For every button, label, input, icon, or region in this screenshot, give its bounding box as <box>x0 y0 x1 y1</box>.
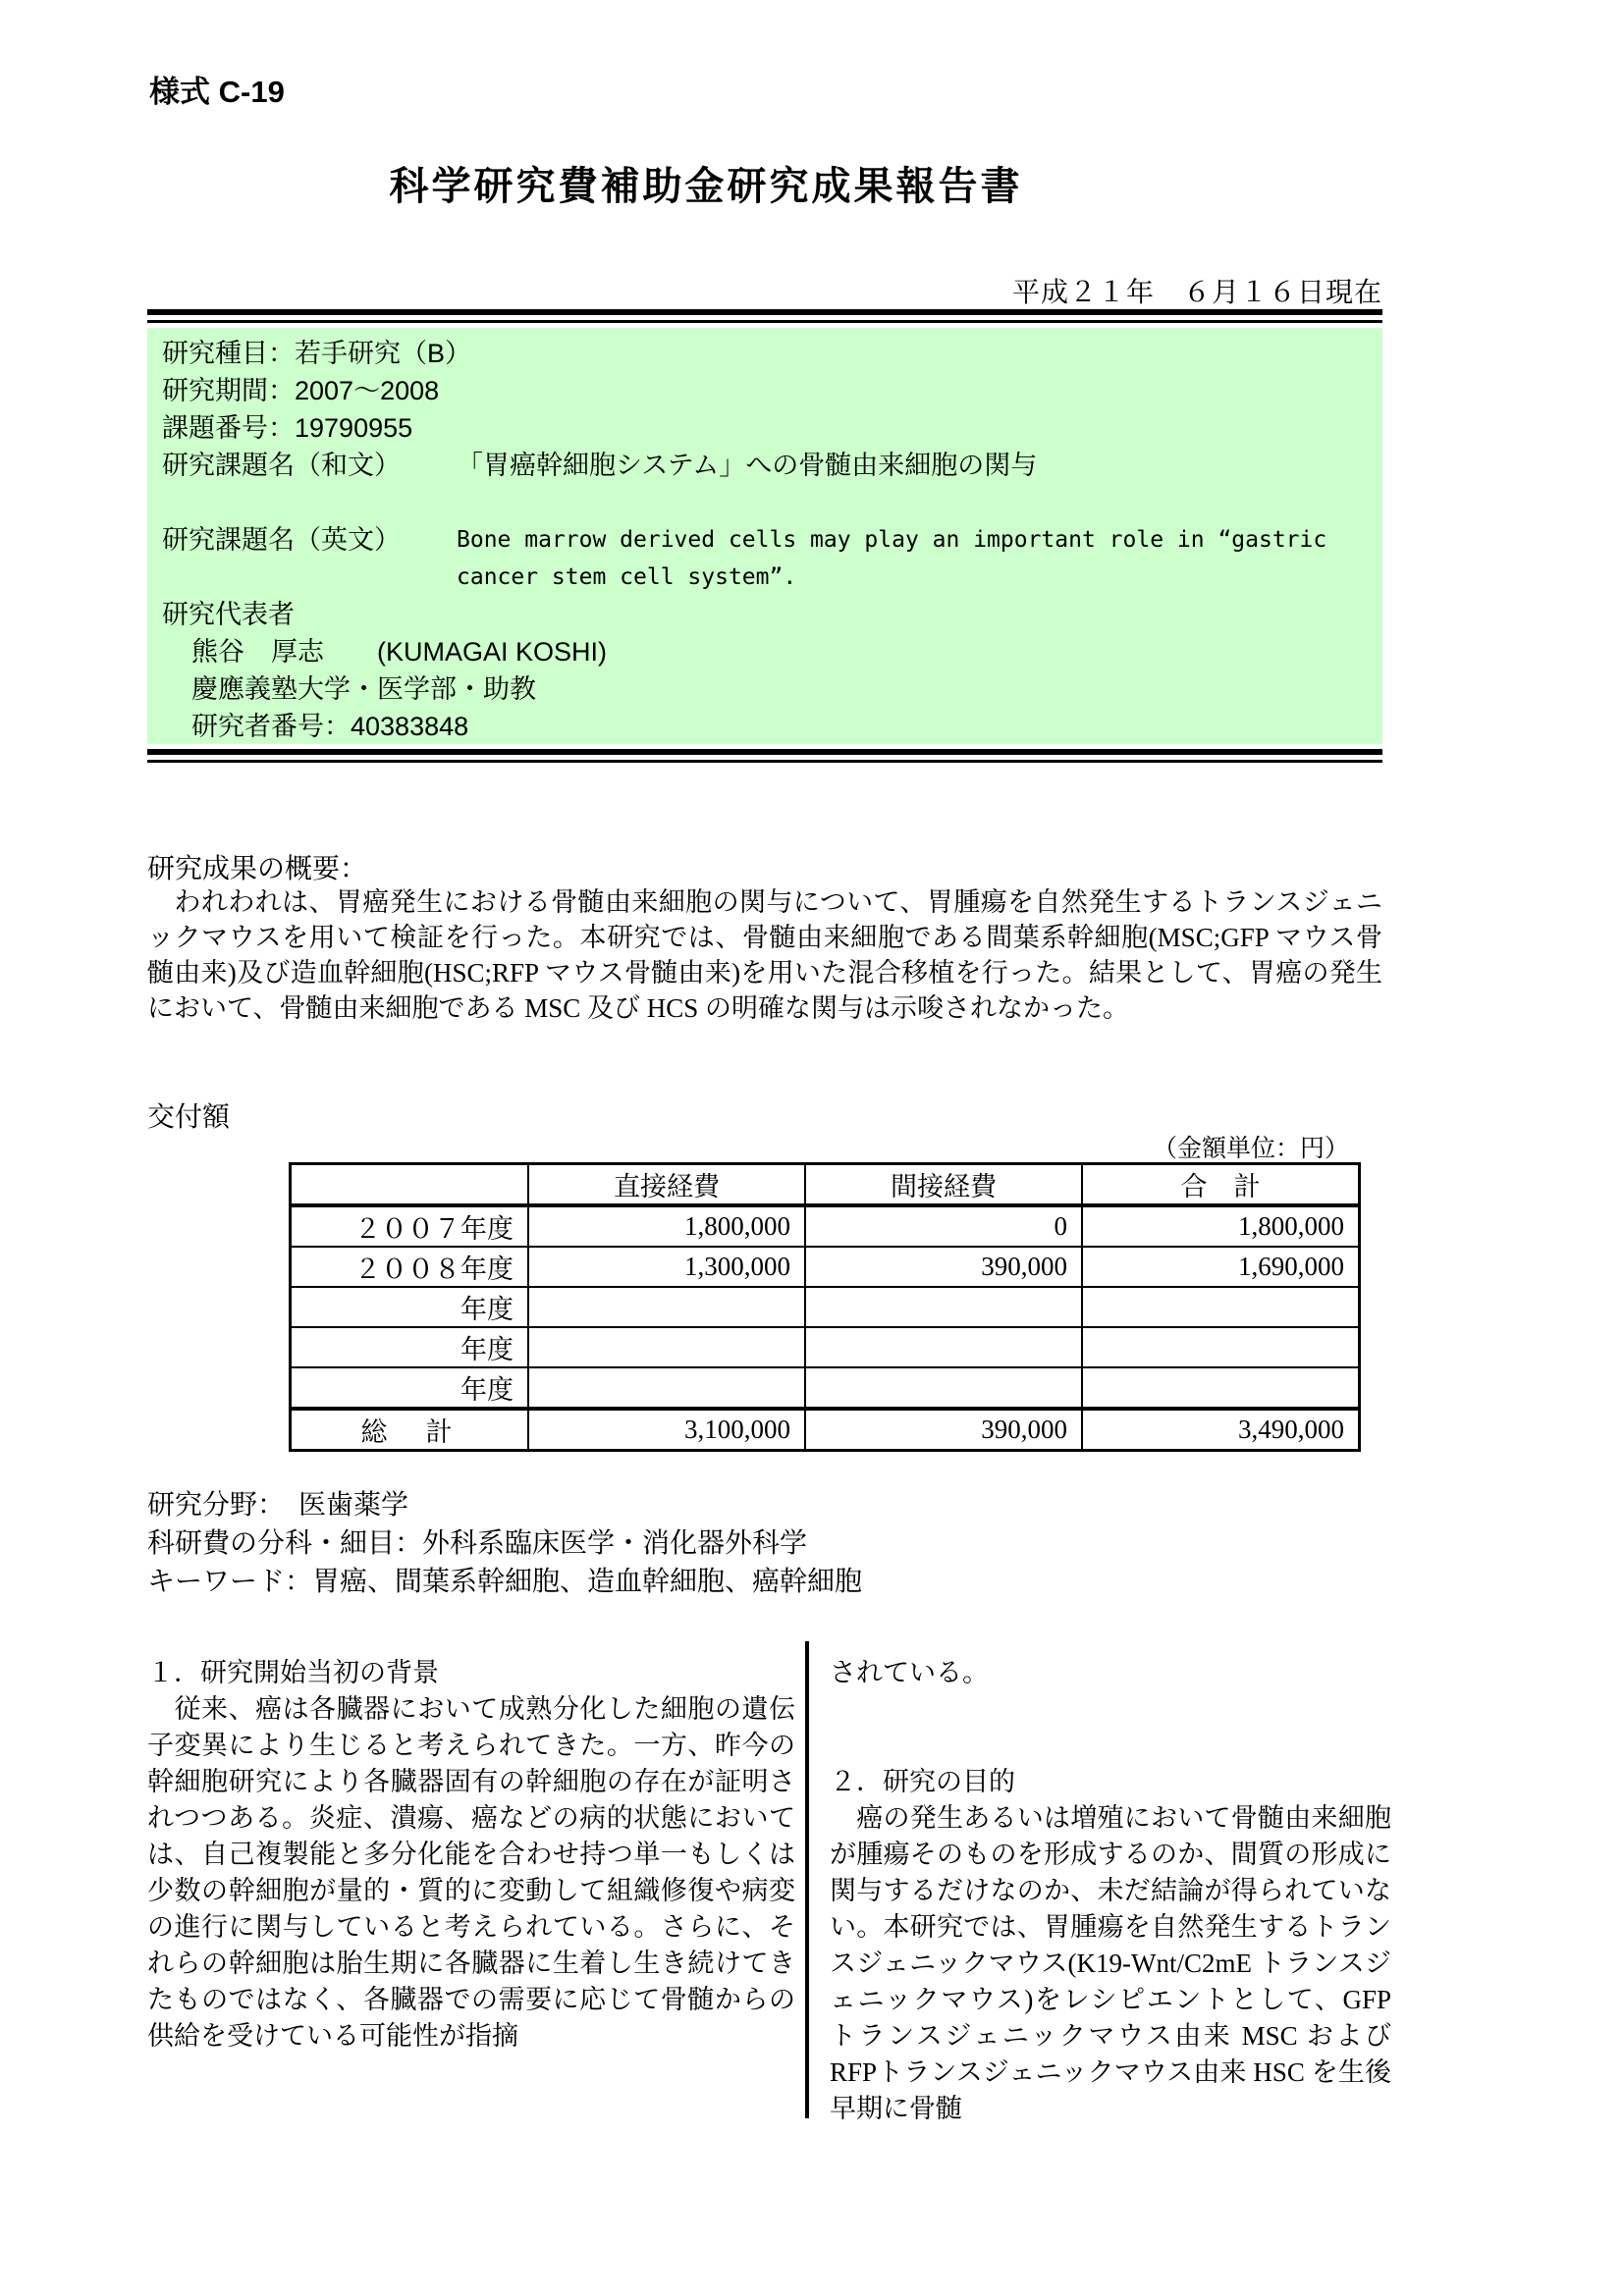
left-column <box>147 1655 795 2055</box>
table-total-row <box>291 1409 1360 1451</box>
grant-unit-note: （金額単位：円） <box>1152 1136 1349 1162</box>
project-number-value: 19790955 <box>295 413 413 443</box>
section1-continuation: されている。 <box>830 1658 989 1687</box>
direct-cell: 1,800,000 <box>528 1205 805 1247</box>
research-period-row <box>162 372 1368 409</box>
separator-double-line-bottom <box>147 749 1382 763</box>
indirect-cell: 0 <box>805 1205 1082 1247</box>
section1-body: 従来、癌は各臓器において成熟分化した細胞の遺伝子変異により生じると考えられてきた。一方、昨今の幹細胞研究により各臓器固有の幹細胞の存在が証明されつつある。炎症、潰瘍、癌などの病的状態においては、自己複製能と多分化能を合わせ持つ単一もしくは少数の幹細胞が量的・質的に変動して組織修復や病変の進行に関与していると考えられている。さらに、それらの幹細胞は胎生期に各臓器に生着し生き続けてきたものではなく、各臓器での需要に応じて骨髄からの供給を受けている可能性が指摘 <box>147 1694 795 2051</box>
date-note: 平成２１年 ６月１６日現在 <box>1011 278 1382 308</box>
total-cell: 1,800,000 <box>1082 1205 1360 1247</box>
pi-name: 熊谷 厚志 (KUMAGAI KOSHI) <box>191 637 608 667</box>
grant-amount-heading: 交付額 <box>147 1102 231 1133</box>
research-category-label: 研究種目： <box>162 339 295 368</box>
section1-heading: １．研究開始当初の背景 <box>147 1658 439 1687</box>
year-cell: 年度 <box>291 1287 529 1327</box>
table-row <box>291 1287 1360 1327</box>
column-header-total: 合 計 <box>1082 1164 1360 1206</box>
research-period-label: 研究期間： <box>162 376 295 405</box>
section2-body: 癌の発生あるいは増殖において骨髄由来細胞が腫瘍そのものを形成するのか、間質の形成に関与するだけなのか、未だ結論が得られていない。本研究では、胃腫瘍を自然発生するトランスジェニックマウス(K19-Wnt/C2mE トランスジェニックマウス)をレシピエントとして、GFP トランスジェニックマウス由来 MSC および RFPトランスジェニックマウス由来 HSC を生後早期に骨髄 <box>830 1803 1391 2123</box>
title-ja-label: 研究課題名（和文） <box>162 451 401 480</box>
indirect-cell: 390,000 <box>805 1409 1082 1451</box>
pi-heading: 研究代表者 <box>162 600 295 629</box>
total-cell <box>1082 1367 1360 1409</box>
direct-cell: 3,100,000 <box>528 1409 805 1451</box>
year-cell: 年度 <box>291 1327 529 1367</box>
indirect-cell <box>805 1367 1082 1409</box>
indirect-cell <box>805 1287 1082 1327</box>
total-label-cell: 総 計 <box>291 1409 529 1451</box>
summary-heading: 研究成果の概要： <box>147 854 368 884</box>
right-column <box>830 1655 1391 2127</box>
corner-cell <box>291 1164 529 1206</box>
table-row <box>291 1205 1360 1247</box>
column-header-indirect: 間接経費 <box>805 1164 1082 1206</box>
indirect-cell: 390,000 <box>805 1247 1082 1287</box>
column-header-direct: 直接経費 <box>528 1164 805 1206</box>
form-code: 様式 C-19 <box>149 75 285 109</box>
project-number-row <box>162 409 1368 447</box>
grant-amount-table <box>289 1162 1361 1452</box>
table-header-row <box>291 1164 1360 1206</box>
year-cell: 年度 <box>291 1367 529 1409</box>
total-cell <box>1082 1327 1360 1367</box>
separator-double-line-top <box>147 309 1382 323</box>
column-divider <box>805 1641 809 2118</box>
direct-cell <box>528 1327 805 1367</box>
total-cell <box>1082 1287 1360 1327</box>
section2-heading: ２．研究の目的 <box>830 1767 1015 1796</box>
title-ja-row <box>162 447 1368 484</box>
table-row <box>291 1247 1360 1287</box>
direct-cell <box>528 1287 805 1327</box>
year-cell: ２００８年度 <box>291 1247 529 1287</box>
title-en-row <box>162 521 1368 596</box>
indirect-cell <box>805 1327 1082 1367</box>
title-en-label: 研究課題名（英文） <box>162 525 401 555</box>
table-row <box>291 1367 1360 1409</box>
research-category-value: 若手研究（B） <box>295 339 472 368</box>
category-detail-line: 科研費の分科・細目：外科系臨床医学・消化器外科学 <box>147 1528 808 1559</box>
document-title: 科学研究費補助金研究成果報告書 <box>389 165 1023 208</box>
total-cell: 3,490,000 <box>1082 1409 1360 1451</box>
keywords-line: キーワード：胃癌、間葉系幹細胞、造血幹細胞、癌幹細胞 <box>147 1567 863 1597</box>
blank-line <box>162 484 1368 521</box>
title-en-value: Bone marrow derived cells may play an important role in “gastric cancer stem cell system”. <box>457 527 1327 590</box>
research-category-row <box>162 335 1368 372</box>
pi-affiliation: 慶應義塾大学・医学部・助教 <box>191 674 536 704</box>
year-cell: ２００７年度 <box>291 1205 529 1247</box>
title-ja-value: 「胃癌幹細胞システム」への骨髄由来細胞の関与 <box>457 451 1038 480</box>
research-info-box <box>147 328 1382 744</box>
research-fields-block <box>147 1486 862 1601</box>
pi-number: 研究者番号：40383848 <box>191 712 469 741</box>
table-row <box>291 1327 1360 1367</box>
direct-cell <box>528 1367 805 1409</box>
research-period-value: 2007～2008 <box>295 376 440 405</box>
summary-body: われわれは、胃癌発生における骨髄由来細胞の関与について、胃腫瘍を自然発生するトランスジェニックマウスを用いて検証を行った。本研究では、骨髄由来細胞である間葉系幹細胞(MSC;GFP マウス骨髄由来)及び造血幹細胞(HSC;RFP マウス骨髄由来)を用いた混合移植を行った。結果として、胃癌の発生において、骨髄由来細胞である MSC 及び HCS の明確な関与は示唆されなかった。 <box>147 887 1382 1023</box>
research-field-line: 研究分野： 医歯薬学 <box>147 1490 409 1521</box>
direct-cell: 1,300,000 <box>528 1247 805 1287</box>
total-cell: 1,690,000 <box>1082 1247 1360 1287</box>
project-number-label: 課題番号： <box>162 413 295 443</box>
